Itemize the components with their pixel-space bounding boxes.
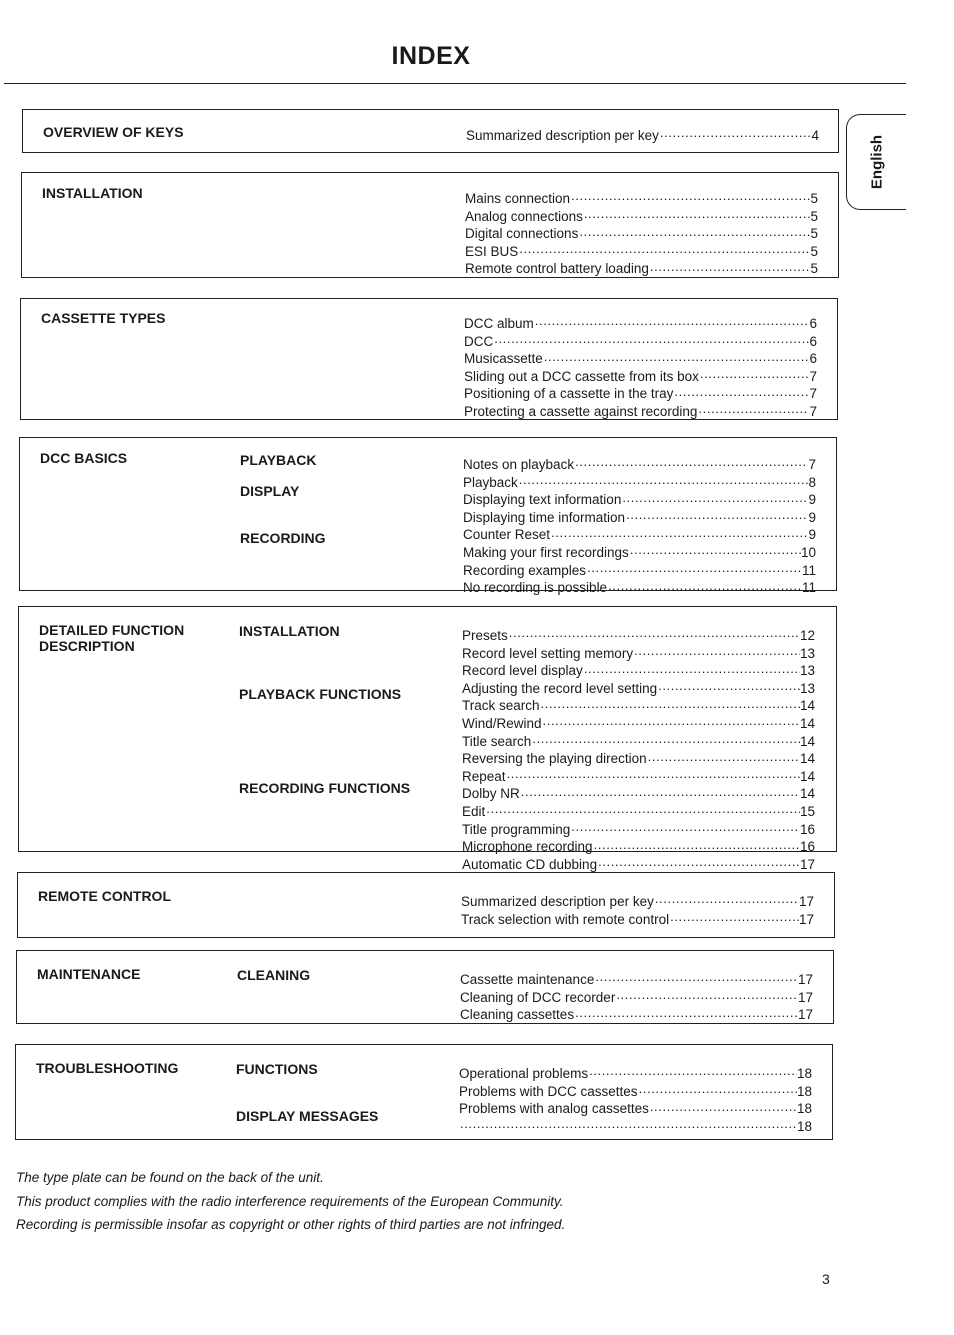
dot-leader bbox=[583, 207, 811, 221]
entry-label: Dolby NR bbox=[462, 786, 520, 802]
entry-list bbox=[465, 189, 818, 277]
index-entry bbox=[462, 732, 815, 750]
section-title: MAINTENANCE bbox=[37, 966, 141, 982]
section-dcc-basics bbox=[19, 437, 837, 596]
dot-leader bbox=[520, 784, 800, 798]
entry-list bbox=[462, 626, 815, 872]
index-entry bbox=[459, 1064, 812, 1082]
index-entry bbox=[465, 259, 818, 277]
index-entry bbox=[462, 820, 815, 838]
entry-page-number: 14 bbox=[799, 733, 815, 749]
entry-label: Presets bbox=[462, 628, 508, 643]
dot-leader bbox=[607, 578, 802, 592]
section-detailed-function-description bbox=[18, 606, 837, 872]
entry-label: Title search bbox=[462, 733, 532, 749]
index-entry bbox=[465, 224, 818, 242]
subsection-playback: PLAYBACK bbox=[240, 452, 317, 468]
section-title: OVERVIEW OF KEYS bbox=[43, 124, 184, 140]
entry-page-number: 7 bbox=[809, 368, 817, 384]
entry-page-number: 9 bbox=[808, 527, 816, 543]
entry-page-number: 7 bbox=[809, 403, 817, 419]
section-title: INSTALLATION bbox=[42, 185, 143, 201]
index-entry bbox=[462, 767, 815, 785]
index-entry bbox=[462, 714, 815, 732]
entry-page-number: 4 bbox=[811, 128, 819, 143]
page-number: 3 bbox=[822, 1271, 830, 1287]
dot-leader bbox=[508, 626, 800, 640]
entry-label: DCC album bbox=[464, 316, 534, 331]
index-entry bbox=[464, 314, 817, 332]
entry-label: DCC bbox=[464, 333, 494, 349]
section-title-line: DETAILED FUNCTION bbox=[39, 622, 185, 638]
dot-leader bbox=[550, 525, 808, 539]
subsection-functions: FUNCTIONS bbox=[236, 1061, 318, 1077]
entry-label: Making your first recordings bbox=[463, 544, 629, 560]
index-entry bbox=[463, 508, 816, 526]
entry-page-number: 6 bbox=[809, 316, 817, 331]
dot-leader bbox=[621, 490, 808, 504]
index-entry bbox=[463, 525, 816, 543]
dot-leader bbox=[669, 910, 799, 924]
entry-label: Cassette maintenance bbox=[460, 972, 595, 987]
section-remote-control bbox=[17, 872, 835, 938]
entry-page-number: 5 bbox=[810, 208, 818, 224]
index-entry bbox=[461, 892, 814, 910]
footnote: Recording is permissible insofar as copyright or other rights of third parties are not infringed. bbox=[16, 1217, 566, 1232]
entry-page-number: 16 bbox=[799, 839, 815, 855]
entry-label: Counter Reset bbox=[463, 527, 551, 543]
entry-page-number: 17 bbox=[798, 894, 814, 909]
entry-page-number: 13 bbox=[799, 663, 815, 679]
dot-leader bbox=[657, 679, 800, 693]
entry-label: Adjusting the record level setting bbox=[462, 680, 658, 696]
dot-leader bbox=[574, 455, 808, 469]
dot-leader bbox=[543, 349, 810, 363]
entry-page-number: 6 bbox=[809, 333, 817, 349]
entry-label: Operational problems bbox=[459, 1066, 589, 1081]
dot-leader bbox=[531, 732, 800, 746]
entry-page-number: 17 bbox=[797, 972, 813, 987]
entry-page-number: 14 bbox=[799, 715, 815, 731]
index-entry bbox=[466, 126, 819, 144]
index-entry bbox=[462, 837, 815, 855]
entry-page-number: 17 bbox=[798, 911, 814, 927]
dot-leader bbox=[638, 1082, 797, 1096]
entry-label: Problems with DCC cassettes bbox=[459, 1083, 638, 1099]
index-entry bbox=[463, 561, 816, 579]
dot-leader bbox=[654, 892, 799, 906]
language-tab-label: English bbox=[868, 134, 885, 190]
index-entry bbox=[463, 578, 816, 596]
entry-page-number: 5 bbox=[810, 243, 818, 259]
dot-leader bbox=[542, 714, 800, 728]
entry-page-number: 16 bbox=[799, 821, 815, 837]
entry-page-number: 8 bbox=[808, 474, 816, 490]
footnotes bbox=[16, 1166, 876, 1237]
entry-label: Musicassette bbox=[464, 351, 543, 367]
subsection-installation: INSTALLATION bbox=[239, 623, 340, 639]
subsection-playback-functions: PLAYBACK FUNCTIONS bbox=[239, 686, 402, 702]
language-tab bbox=[846, 114, 906, 210]
entry-label: Track search bbox=[462, 698, 540, 714]
index-entry bbox=[462, 696, 815, 714]
index-entry bbox=[462, 644, 815, 662]
entry-label: Problems with analog cassettes bbox=[459, 1101, 649, 1117]
index-entry bbox=[460, 970, 813, 988]
entry-page-number: 13 bbox=[799, 645, 815, 661]
entry-list bbox=[463, 455, 816, 596]
section-troubleshooting bbox=[15, 1044, 833, 1140]
entry-page-number: 14 bbox=[799, 768, 815, 784]
entry-label: Track selection with remote control bbox=[461, 911, 670, 927]
entry-label: Title programming bbox=[462, 821, 571, 837]
index-entry bbox=[460, 1005, 813, 1023]
dot-leader bbox=[583, 661, 800, 675]
dot-leader bbox=[633, 644, 800, 658]
subsection-recording-functions: RECORDING FUNCTIONS bbox=[239, 780, 411, 796]
entry-label: Notes on playback bbox=[463, 457, 575, 472]
dot-leader bbox=[697, 402, 809, 416]
entry-list bbox=[459, 1064, 812, 1134]
entry-page-number: 12 bbox=[799, 628, 815, 643]
dot-leader bbox=[485, 802, 800, 816]
subsection-display: DISPLAY bbox=[240, 483, 300, 499]
entry-page-number: 18 bbox=[796, 1118, 812, 1134]
entry-page-number: 11 bbox=[801, 580, 816, 596]
entry-page-number: 14 bbox=[799, 786, 815, 802]
entry-page-number: 15 bbox=[799, 803, 815, 819]
index-entry bbox=[462, 784, 815, 802]
entry-label: Repeat bbox=[462, 768, 506, 784]
index-entry bbox=[461, 910, 814, 928]
dot-leader bbox=[629, 543, 801, 557]
entry-list bbox=[461, 892, 814, 927]
section-title: TROUBLESHOOTING bbox=[36, 1060, 179, 1076]
dot-leader bbox=[518, 473, 809, 487]
dot-leader bbox=[594, 970, 798, 984]
dot-leader bbox=[588, 1064, 797, 1078]
dot-leader bbox=[649, 259, 811, 273]
index-entry bbox=[462, 749, 815, 767]
index-entry bbox=[459, 1099, 812, 1117]
entry-label: Reversing the playing direction bbox=[462, 751, 647, 767]
entry-page-number: 10 bbox=[800, 544, 816, 560]
dot-leader bbox=[615, 988, 798, 1002]
footnote: The type plate can be found on the back of the unit. bbox=[16, 1170, 324, 1185]
entry-label: Cleaning of DCC recorder bbox=[460, 989, 616, 1005]
footnote: This product complies with the radio interference requirements of the European Community. bbox=[16, 1193, 564, 1209]
section-title-line: DESCRIPTION bbox=[39, 638, 135, 654]
entry-label: ESI BUS bbox=[465, 243, 519, 259]
dot-leader bbox=[673, 384, 809, 398]
entry-page-number: 5 bbox=[810, 191, 818, 206]
entry-label: Recording examples bbox=[463, 562, 587, 578]
dot-leader bbox=[647, 749, 800, 763]
entry-page-number: 18 bbox=[796, 1101, 812, 1117]
entry-page-number: 14 bbox=[799, 751, 815, 767]
entry-list bbox=[460, 970, 813, 1023]
subsection-cleaning: CLEANING bbox=[237, 967, 311, 983]
index-entry bbox=[463, 473, 816, 491]
index-entry bbox=[464, 367, 817, 385]
entry-label: Summarized description per key bbox=[461, 894, 654, 909]
index-entry bbox=[464, 332, 817, 350]
entry-page-number: 9 bbox=[808, 509, 816, 525]
index-entry bbox=[462, 855, 815, 873]
entry-page-number: 9 bbox=[808, 492, 816, 508]
dot-leader bbox=[649, 1099, 797, 1113]
dot-leader bbox=[540, 696, 800, 710]
dot-leader bbox=[534, 314, 810, 328]
entry-label: Displaying time information bbox=[463, 509, 626, 525]
entry-page-number: 13 bbox=[799, 680, 815, 696]
entry-label: Digital connections bbox=[465, 226, 579, 242]
index-entry bbox=[463, 543, 816, 561]
entry-label: Summarized description per key bbox=[466, 128, 659, 143]
subsection-display-messages: DISPLAY MESSAGES bbox=[236, 1108, 379, 1124]
section-overview-of-keys bbox=[22, 109, 839, 153]
index-entry bbox=[463, 490, 816, 508]
index-entry bbox=[464, 402, 817, 420]
dot-leader bbox=[593, 837, 800, 851]
index-entry bbox=[462, 661, 815, 679]
dot-leader bbox=[574, 1005, 798, 1019]
entry-page-number: 17 bbox=[799, 856, 815, 872]
index-entry bbox=[462, 626, 815, 644]
entry-label: Protecting a cassette against recording bbox=[464, 403, 698, 419]
entry-label: Record level display bbox=[462, 663, 583, 679]
entry-list bbox=[464, 314, 817, 420]
entry-label: Remote control battery loading bbox=[465, 261, 649, 277]
entry-page-number: 14 bbox=[799, 698, 815, 714]
section-maintenance bbox=[16, 950, 834, 1024]
entry-label: No recording is possible bbox=[463, 580, 608, 596]
dot-leader bbox=[597, 855, 800, 869]
entry-label: Record level setting memory bbox=[462, 645, 634, 661]
index-entry bbox=[464, 349, 817, 367]
subsection-recording: RECORDING bbox=[240, 530, 326, 546]
entry-label: Sliding out a DCC cassette from its box bbox=[464, 368, 699, 384]
entry-label: Playback bbox=[463, 474, 518, 490]
entry-label: Edit bbox=[462, 803, 486, 819]
dot-leader bbox=[699, 367, 810, 381]
index-entry bbox=[465, 242, 818, 260]
section-title: DCC BASICS bbox=[40, 450, 128, 466]
section-title: REMOTE CONTROL bbox=[38, 888, 171, 904]
entry-page-number: 6 bbox=[809, 351, 817, 367]
index-entry bbox=[462, 802, 815, 820]
entry-page-number: 17 bbox=[797, 1007, 813, 1023]
index-entry bbox=[462, 679, 815, 697]
entry-page-number: 7 bbox=[808, 457, 816, 472]
dot-leader bbox=[570, 820, 800, 834]
dot-leader bbox=[659, 126, 812, 140]
entry-list bbox=[466, 126, 819, 144]
entry-label: Positioning of a cassette in the tray bbox=[464, 386, 674, 402]
entry-label: Wind/Rewind bbox=[462, 715, 542, 731]
entry-page-number: 7 bbox=[809, 386, 817, 402]
section-title: CASSETTE TYPES bbox=[41, 310, 166, 326]
entry-page-number: 18 bbox=[796, 1066, 812, 1081]
section-title bbox=[39, 622, 184, 654]
entry-label: Analog connections bbox=[465, 208, 583, 224]
dot-leader bbox=[578, 224, 810, 238]
entry-page-number: 17 bbox=[797, 989, 813, 1005]
index-entry bbox=[459, 1117, 812, 1135]
entry-page-number: 11 bbox=[801, 562, 816, 578]
section-cassette-types bbox=[20, 298, 838, 420]
index-entry bbox=[465, 207, 818, 225]
index-entry bbox=[459, 1082, 812, 1100]
index-entry bbox=[460, 988, 813, 1006]
entry-label: Cleaning cassettes bbox=[460, 1007, 575, 1023]
index-entry bbox=[463, 455, 816, 473]
entry-label: Automatic CD dubbing bbox=[462, 856, 598, 872]
entry-page-number: 5 bbox=[810, 226, 818, 242]
title-divider bbox=[4, 83, 906, 84]
entry-label: Displaying text information bbox=[463, 492, 622, 508]
dot-leader bbox=[570, 189, 810, 203]
index-entry bbox=[464, 384, 817, 402]
dot-leader bbox=[506, 767, 800, 781]
entry-page-number: 5 bbox=[810, 261, 818, 277]
dot-leader bbox=[518, 242, 810, 256]
entry-label: Mains connection bbox=[465, 191, 571, 206]
dot-leader bbox=[586, 561, 802, 575]
dot-leader bbox=[625, 508, 808, 522]
dot-leader bbox=[493, 332, 809, 346]
entry-page-number: 18 bbox=[796, 1083, 812, 1099]
entry-label: Microphone recording bbox=[462, 839, 593, 855]
section-installation bbox=[21, 172, 839, 278]
dot-leader bbox=[459, 1117, 797, 1131]
index-entry bbox=[465, 189, 818, 207]
page-title: INDEX bbox=[391, 42, 471, 70]
